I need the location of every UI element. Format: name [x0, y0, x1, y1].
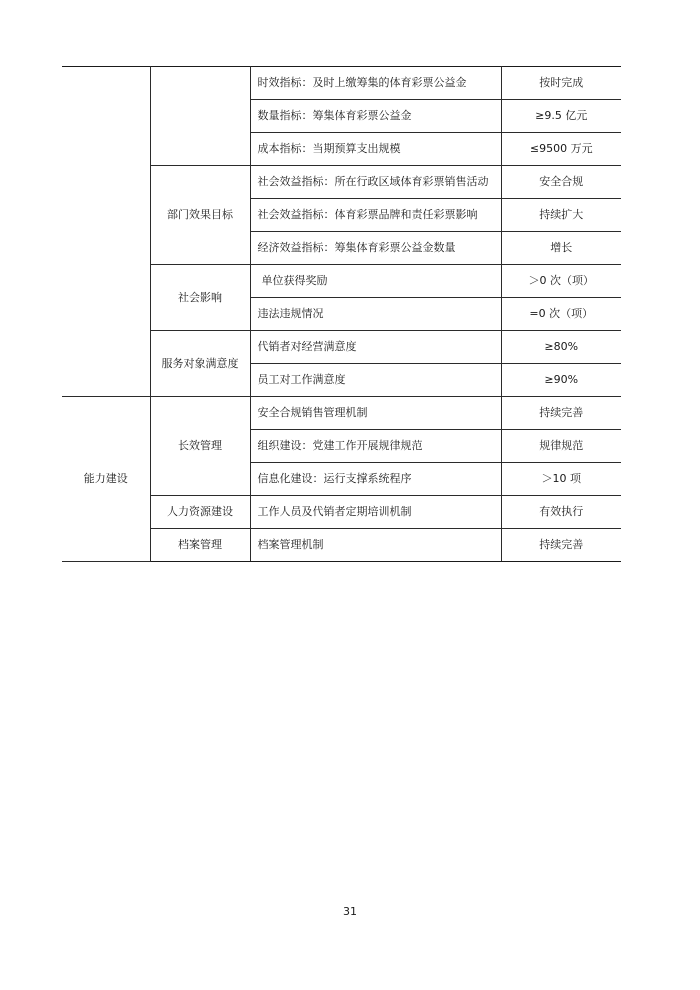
performance-indicator-table [62, 66, 621, 562]
table-row [62, 67, 621, 100]
target-value-cell: 增长 [501, 232, 621, 265]
target-value-cell: ≥9.5 亿元 [501, 100, 621, 133]
page-number: 31 [343, 905, 357, 918]
target-value-cell: ≤9500 万元 [501, 133, 621, 166]
target-value-cell: 按时完成 [501, 67, 621, 100]
target-value-cell: ＞0 次（项） [501, 265, 621, 298]
level1-category-cell [62, 67, 150, 397]
level1-category-cell: 能力建设 [62, 397, 150, 562]
target-value-cell: ＞10 项 [501, 463, 621, 496]
target-value-cell: 持续完善 [501, 397, 621, 430]
indicator-cell: 违法违规情况 [250, 298, 501, 331]
level2-category-cell [150, 67, 250, 166]
target-value-cell: 安全合规 [501, 166, 621, 199]
indicator-cell: 档案管理机制 [250, 529, 501, 562]
level2-category-cell: 人力资源建设 [150, 496, 250, 529]
indicator-cell: 时效指标：及时上缴筹集的体育彩票公益金 [250, 67, 501, 100]
target-value-cell: ≥80% [501, 331, 621, 364]
indicator-cell: 代销者对经营满意度 [250, 331, 501, 364]
level2-category-cell: 长效管理 [150, 397, 250, 496]
indicator-cell: 安全合规销售管理机制 [250, 397, 501, 430]
indicator-cell: 工作人员及代销者定期培训机制 [250, 496, 501, 529]
indicator-cell: 信息化建设：运行支撑系统程序 [250, 463, 501, 496]
level2-category-cell: 社会影响 [150, 265, 250, 331]
target-value-cell: ≥90% [501, 364, 621, 397]
indicator-cell: 成本指标：当期预算支出规模 [250, 133, 501, 166]
indicator-cell: 员工对工作满意度 [250, 364, 501, 397]
indicator-cell: 组织建设：党建工作开展规律规范 [250, 430, 501, 463]
target-value-cell: 持续扩大 [501, 199, 621, 232]
level2-category-cell: 服务对象满意度 [150, 331, 250, 397]
indicator-cell: 数量指标：筹集体育彩票公益金 [250, 100, 501, 133]
indicator-cell: 社会效益指标：所在行政区域体育彩票销售活动 [250, 166, 501, 199]
target-value-cell: 有效执行 [501, 496, 621, 529]
target-value-cell: 持续完善 [501, 529, 621, 562]
level2-category-cell: 档案管理 [150, 529, 250, 562]
level2-category-cell: 部门效果目标 [150, 166, 250, 265]
indicator-cell: 社会效益指标：体育彩票品牌和责任彩票影响 [250, 199, 501, 232]
indicator-cell: 经济效益指标：筹集体育彩票公益金数量 [250, 232, 501, 265]
indicator-cell: 单位获得奖励 [250, 265, 501, 298]
table-row [62, 397, 621, 430]
target-value-cell: 规律规范 [501, 430, 621, 463]
target-value-cell: =0 次（项） [501, 298, 621, 331]
